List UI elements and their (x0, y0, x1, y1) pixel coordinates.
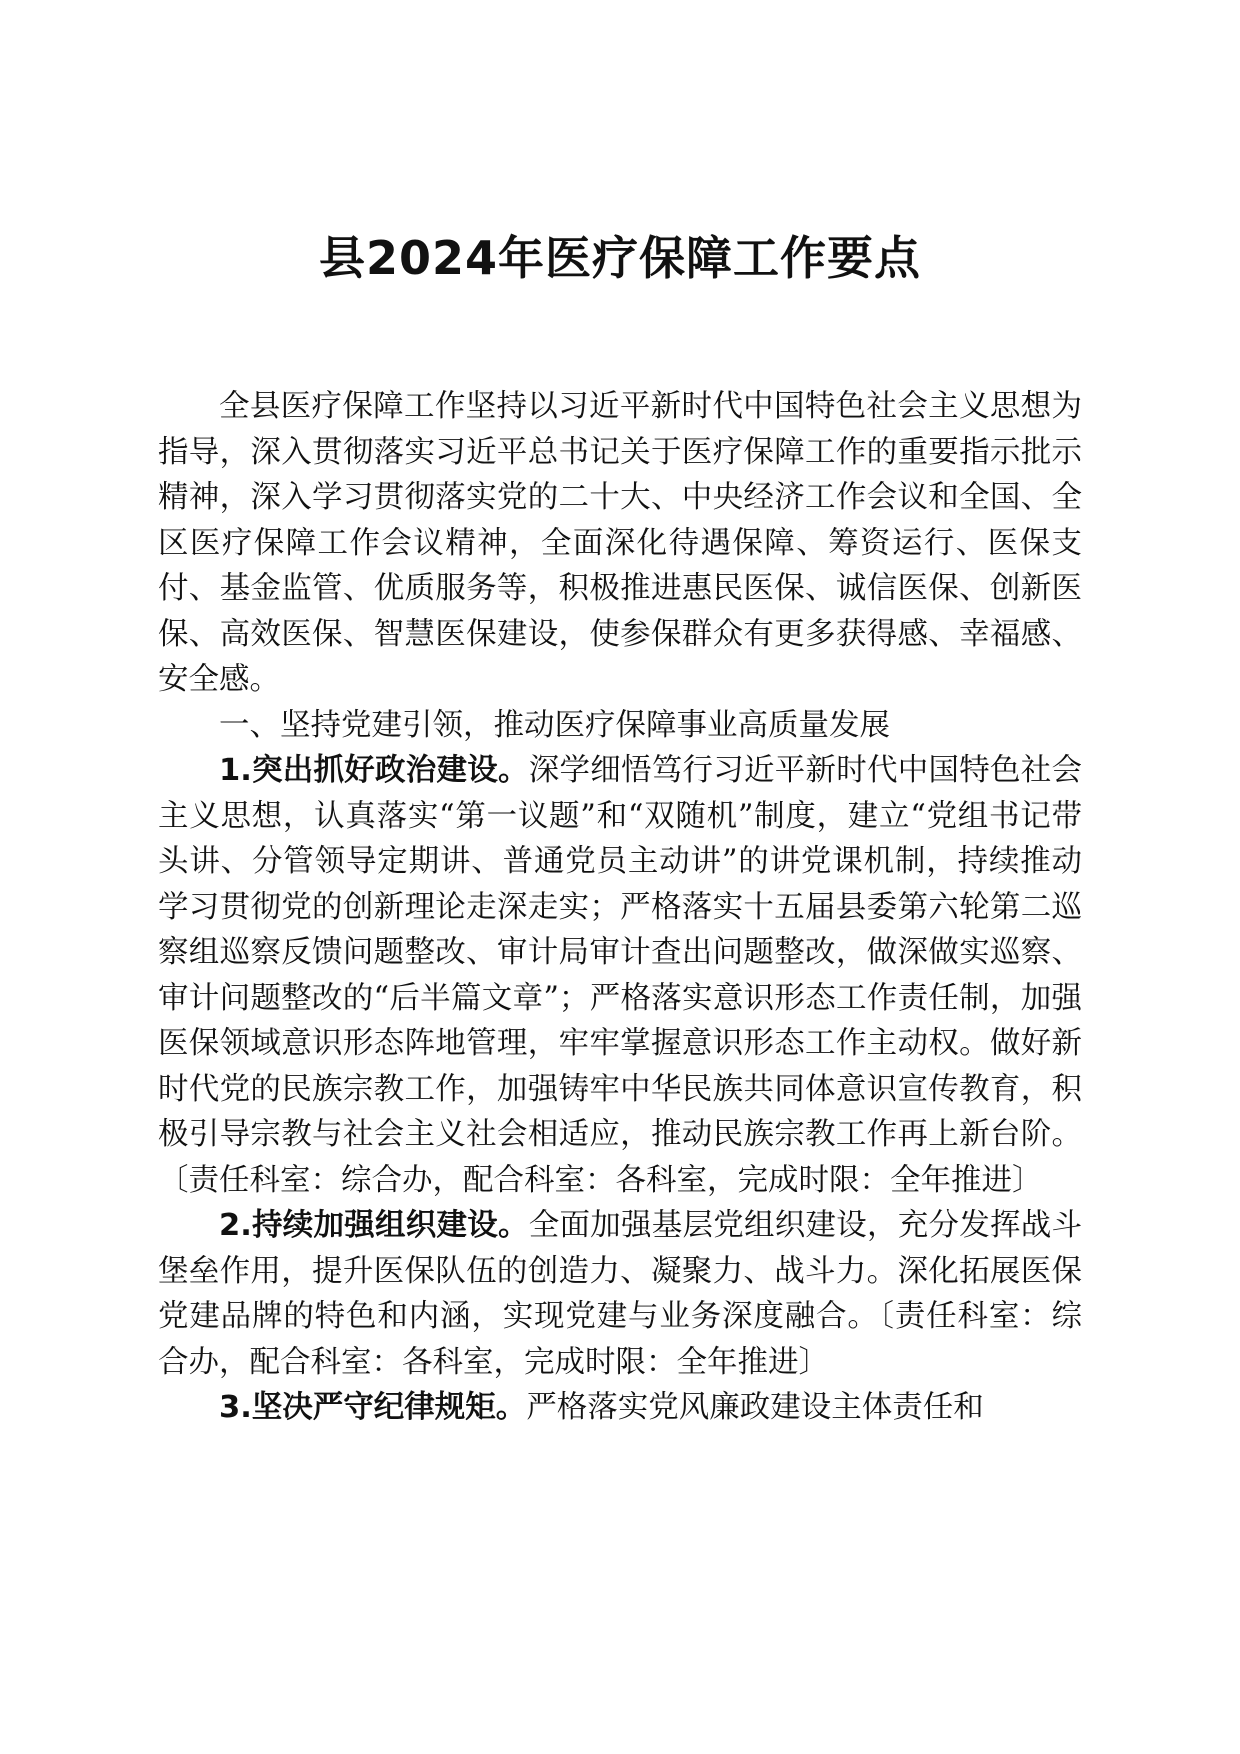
item-text: 严格落实党风廉政建设主体责任和 (526, 1390, 984, 1425)
item-text: 深学细悟笃行习近平新时代中国特色社会主义思想，认真落实“第一议题”和“双随机”制度，建立“党组书记带头讲、分管领导定期讲、普通党员主动讲”的讲党课机制，持续推动学习贯彻党的创新理论走深走实；严格落实十五届县委第六轮第二巡察组巡察反馈问题整改、审计局审计查出问题整改，做深做实巡察、审计问题整改的“后半篇文章”；严格落实意识形态工作责任制，加强医保领域意识形态阵地管理，牢牢掌握意识形态工作主动权。做好新时代党的民族宗教工作，加强铸牢中华民族共同体意识宣传教育，积极引导宗教与社会主义社会相适应，推动民族宗教工作再上新台阶。〔责任科室：综合办，配合科室：各科室，完成时限：全年推进〕 (158, 753, 1083, 1198)
document-title: 县2024年医疗保障工作要点 (318, 231, 922, 285)
document-body (158, 384, 1082, 1431)
item-lead: 1.突出抓好政治建设。 (219, 753, 529, 788)
item-lead: 2.持续加强组织建设。 (219, 1208, 529, 1243)
section-1-heading: 一、坚持党建引领，推动医疗保障事业高质量发展 (219, 707, 890, 743)
item-text: 全面加强基层党组织建设，充分发挥战斗堡垒作用，提升医保队伍的创造力、凝聚力、战斗力。深化拓展医保党建品牌的特色和内涵，实现党建与业务深度融合。〔责任科室：综合办，配合科室：各科室，完成时限：全年推进〕 (158, 1208, 1083, 1380)
item-paragraph (158, 1385, 1082, 1431)
intro-paragraph: 全县医疗保障工作坚持以习近平新时代中国特色社会主义思想为指导，深入贯彻落实习近平总书记关于医疗保障工作的重要指示批示精神，深入学习贯彻落实党的二十大、中央经济工作会议和全国、全区医疗保障工作会议精神，全面深化待遇保障、筹资运行、医保支付、基金监管、优质服务等，积极推进惠民医保、诚信医保、创新医保、高效医保、智慧医保建设，使参保群众有更多获得感、幸福感、安全感。 (158, 389, 1082, 697)
item-paragraph (158, 1203, 1082, 1385)
item-lead: 3.坚决严守纪律规矩。 (219, 1390, 527, 1425)
item-paragraph (158, 748, 1082, 1203)
